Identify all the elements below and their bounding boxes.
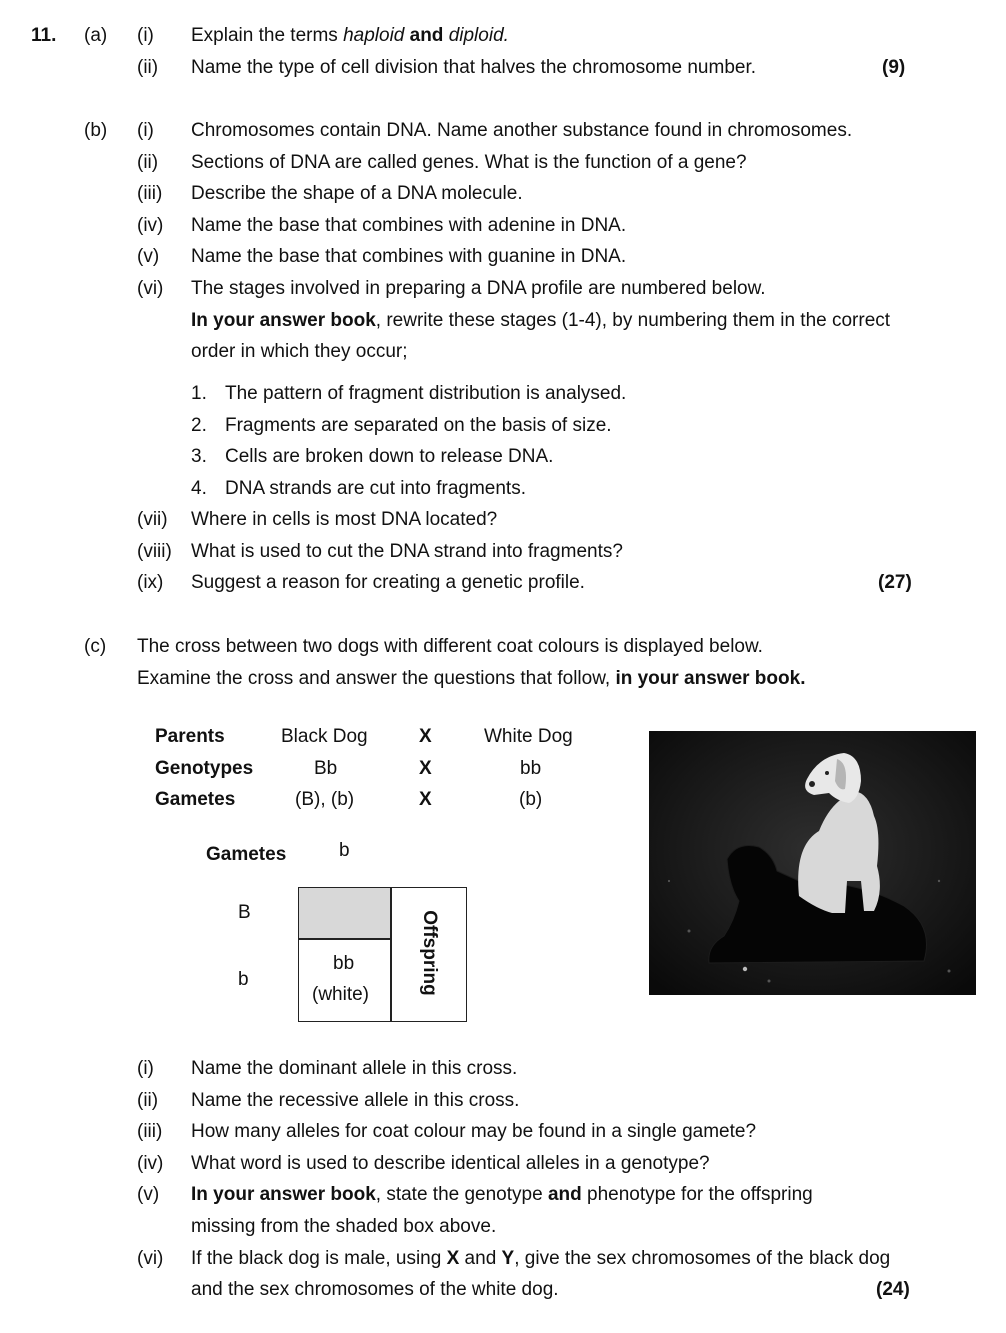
cross-x: X [419,726,432,747]
b-item-number: (iii) [137,183,163,204]
b-item-number: (i) [137,120,154,141]
punnett-cell-phenotype: (white) [312,984,370,1005]
cross-right: (b) [519,789,543,810]
dogs-photo-icon [649,731,976,995]
punnett-gametes-label: Gametes [206,844,287,865]
b-vi-instruction: In your answer book, rewrite these stages (1-4), by numbering them in the correct [191,310,891,331]
c-question-number: (vi) [137,1248,164,1269]
offspring-label: Offspring [419,910,440,996]
stage-text: Cells are broken down to release DNA. [225,446,554,467]
a-i-text: Explain the terms haploid and diploid. [191,25,509,46]
stage-text: Fragments are separated on the basis of size. [225,415,612,436]
stage-text: DNA strands are cut into fragments. [225,478,526,499]
c-intro-cont: Examine the cross and answer the questions that follow, in your answer book. [137,668,806,689]
b-item-text: Suggest a reason for creating a genetic profile. [191,572,585,593]
b-item-text: Where in cells is most DNA located? [191,509,498,530]
stage-number: 2. [191,415,207,436]
b-marks: (27) [878,572,912,593]
c-question-text: What word is used to describe identical alleles in a genotype? [191,1153,710,1174]
stage-number: 3. [191,446,207,467]
b-item-text: Name the base that combines with guanine in DNA. [191,246,627,267]
cross-left: Bb [314,758,338,779]
b-item-number: (iv) [137,215,164,236]
b-vi-instruction-cont: order in which they occur; [191,341,408,362]
b-item-text: Describe the shape of a DNA molecule. [191,183,523,204]
punnett-side-gamete: B [238,902,251,923]
c-v-text-cont: missing from the shaded box above. [191,1216,497,1237]
cross-x: X [419,758,432,779]
cross-row-label: Parents [155,726,225,747]
c-question-number: (ii) [137,1090,159,1111]
a-ii-number: (ii) [137,57,159,78]
cross-right: bb [520,758,542,779]
punnett-divider [390,887,392,1022]
cross-row-label: Genotypes [155,758,254,779]
punnett-side-gamete: b [238,969,249,990]
b-item-text: Sections of DNA are called genes. What is the function of a gene? [191,152,747,173]
a-i-number: (i) [137,25,154,46]
a-marks: (9) [882,57,906,78]
b-item-number: (ix) [137,572,164,593]
b-item-text: Chromosomes contain DNA. Name another substance found in chromosomes. [191,120,853,141]
punnett-top-gamete: b [339,840,350,861]
b-item-number: (vii) [137,509,168,530]
c-marks: (24) [876,1279,910,1300]
b-item-number: (ii) [137,152,159,173]
cross-left: (B), (b) [295,789,355,810]
c-question-number: (i) [137,1058,154,1079]
c-question-number: (iii) [137,1121,163,1142]
cross-right: White Dog [484,726,573,747]
c-v-text: In your answer book, state the genotype and phenotype for the offspring [191,1184,813,1205]
b-item-number: (v) [137,246,160,267]
dogs-photo-icon [649,731,976,995]
b-item-text: Name the base that combines with adenine in DNA. [191,215,627,236]
part-b-label: (b) [84,120,108,141]
cross-x: X [419,789,432,810]
stage-number: 4. [191,478,207,499]
c-vi-text: If the black dog is male, using X and Y, give the sex chromosomes of the black dog [191,1248,891,1269]
c-question-text: Name the dominant allele in this cross. [191,1058,518,1079]
cross-row-label: Gametes [155,789,236,810]
c-question-text: Name the recessive allele in this cross. [191,1090,520,1111]
punnett-cell-genotype: bb [333,953,355,974]
c-vi-text-cont: and the sex chromosomes of the white dog. [191,1279,559,1300]
c-question-number: (v) [137,1184,160,1205]
part-a-label: (a) [84,25,108,46]
cross-left: Black Dog [281,726,368,747]
punnett-divider [298,938,391,940]
c-question-number: (iv) [137,1153,164,1174]
stage-text: The pattern of fragment distribution is analysed. [225,383,627,404]
b-item-number: (viii) [137,541,172,562]
question-number: 11. [31,25,57,46]
stage-number: 1. [191,383,207,404]
c-intro: The cross between two dogs with different coat colours is displayed below. [137,636,763,657]
a-ii-text: Name the type of cell division that halves the chromosome number. [191,57,757,78]
c-question-text: How many alleles for coat colour may be found in a single gamete? [191,1121,757,1142]
b-item-text: The stages involved in preparing a DNA profile are numbered below. [191,278,766,299]
b-item-number: (vi) [137,278,164,299]
b-item-text: What is used to cut the DNA strand into fragments? [191,541,623,562]
part-c-label: (c) [84,636,107,657]
